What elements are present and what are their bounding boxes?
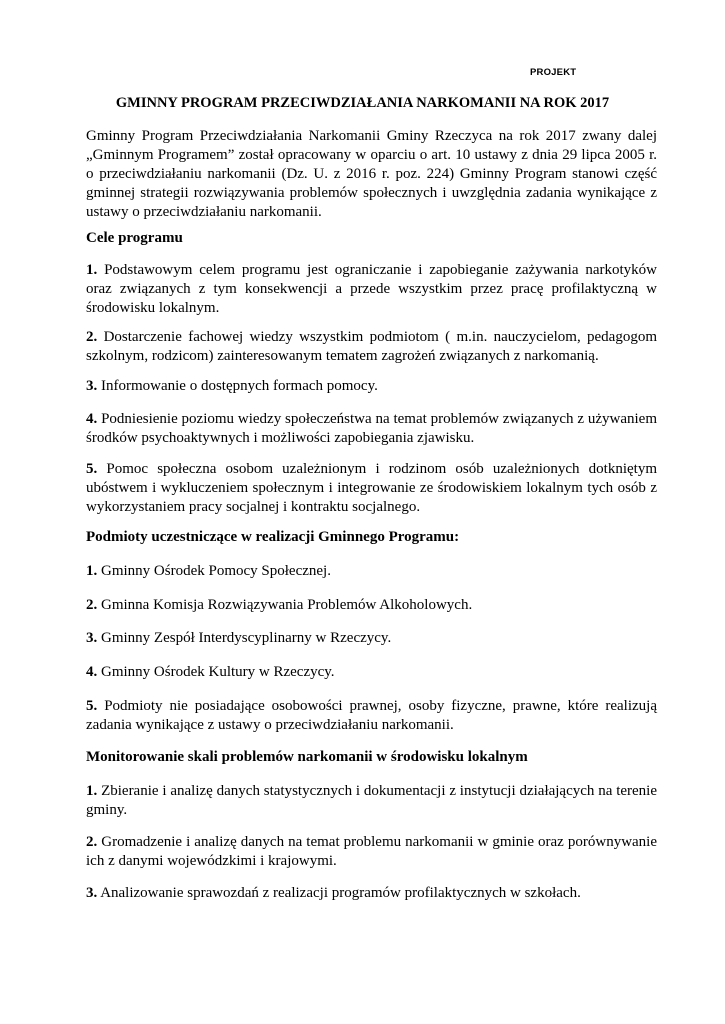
list-item-text: Zbieranie i analizę danych statystycznych i dokumentacji z instytucji działających na terenie gminy.: [86, 783, 658, 818]
list-item-text: Gminny Ośrodek Pomocy Społecznej.: [101, 563, 331, 579]
list-item-text: Gminna Komisja Rozwiązywania Problemów Alkoholowych.: [101, 597, 473, 613]
list-item: [86, 629, 657, 648]
list-item: [86, 884, 657, 903]
list-item-number: 4.: [86, 664, 98, 680]
list-item-number: 2.: [86, 597, 98, 613]
list-item-text: Podstawowym celem programu jest ograniczanie i zapobieganie zażywania narkotyków oraz związanych z tym konsekwencji a przede wszystkim przez pracę profilaktyczną w środowisku lokalnym.: [86, 262, 657, 316]
list-item-number: 2.: [86, 834, 98, 850]
list-item-text: Gminny Ośrodek Kultury w Rzeczycy.: [101, 664, 335, 680]
list-item-number: 3.: [86, 630, 98, 646]
list-item-number: 2.: [86, 329, 98, 345]
list-item-number: 4.: [86, 411, 98, 427]
section-heading-goals: Cele programu: [86, 230, 183, 246]
list-item-number: 1.: [86, 563, 98, 579]
intro-paragraph: Gminny Program Przeciwdziałania Narkomanii Gminy Rzeczyca na rok 2017 zwany dalej „Gminnym Programem” został opracowany w oparciu o art. 10 ustawy z dnia 29 lipca 2005 r. o przeciwdziałaniu narkomanii (Dz. U. z 2016 r. poz. 224) Gminny Program stanowi część gminnej strategii rozwiązywania problemów społecznych i uwzględnia zadania wynikające z ustawy o przeciwdziałaniu narkomanii.: [86, 128, 657, 220]
page-title: GMINNY PROGRAM PRZECIWDZIAŁANIA NARKOMANII NA ROK 2017: [115, 95, 610, 111]
list-item: [86, 833, 657, 871]
section-heading-participants: Podmioty uczestniczące w realizacji Gminnego Programu:: [86, 529, 460, 545]
list-item: [86, 377, 657, 396]
list-item-number: 1.: [86, 262, 98, 278]
list-item-number: 5.: [86, 461, 98, 477]
status-badge: PROJEKT: [530, 67, 577, 78]
list-item: [86, 562, 657, 581]
list-item-number: 3.: [86, 885, 98, 901]
list-item: [86, 460, 657, 517]
list-item: [86, 782, 657, 820]
list-item: [86, 697, 657, 735]
list-item: [86, 663, 657, 682]
list-item-number: 3.: [86, 378, 98, 394]
list-item-number: 1.: [86, 783, 98, 799]
list-item: [86, 261, 657, 318]
list-item: [86, 596, 657, 615]
list-item-text: Informowanie o dostępnych formach pomocy.: [101, 378, 378, 394]
section-heading-monitoring: Monitorowanie skali problemów narkomanii w środowisku lokalnym: [86, 749, 528, 765]
list-item-text: Dostarczenie fachowej wiedzy wszystkim podmiotom ( m.in. nauczycielom, pedagogom szkolnym, rodzicom) zainteresowanym tematem zagrożeń związanych z narkomanią.: [86, 329, 658, 364]
list-item: [86, 328, 657, 366]
list-item-text: Gromadzenie i analizę danych na temat problemu narkomanii w gminie oraz porównywanie ich z danymi wojewódzkimi i krajowymi.: [86, 834, 658, 869]
list-item-text: Podniesienie poziomu wiedzy społeczeństwa na temat problemów związanych z używaniem środków psychoaktywnych i możliwości zapobiegania zjawisku.: [86, 411, 657, 446]
list-item: [86, 410, 657, 448]
list-item-text: Podmioty nie posiadające osobowości prawnej, osoby fizyczne, prawne, które realizują zadania wynikające z ustawy o przeciwdziałaniu narkomanii.: [86, 698, 657, 733]
list-item-text: Pomoc społeczna osobom uzależnionym i rodzinom osób uzależnionych dotkniętym ubóstwem i wykluczeniem społecznym i integrowanie ze środowiskiem lokalnym tych osób z wykorzystaniem pracy socjalnej i kontraktu socjalnego.: [86, 461, 657, 515]
list-item-number: 5.: [86, 698, 98, 714]
list-item-text: Gminny Zespół Interdyscyplinarny w Rzeczycy.: [101, 630, 392, 646]
list-item-text: Analizowanie sprawozdań z realizacji programów profilaktycznych w szkołach.: [100, 885, 581, 901]
